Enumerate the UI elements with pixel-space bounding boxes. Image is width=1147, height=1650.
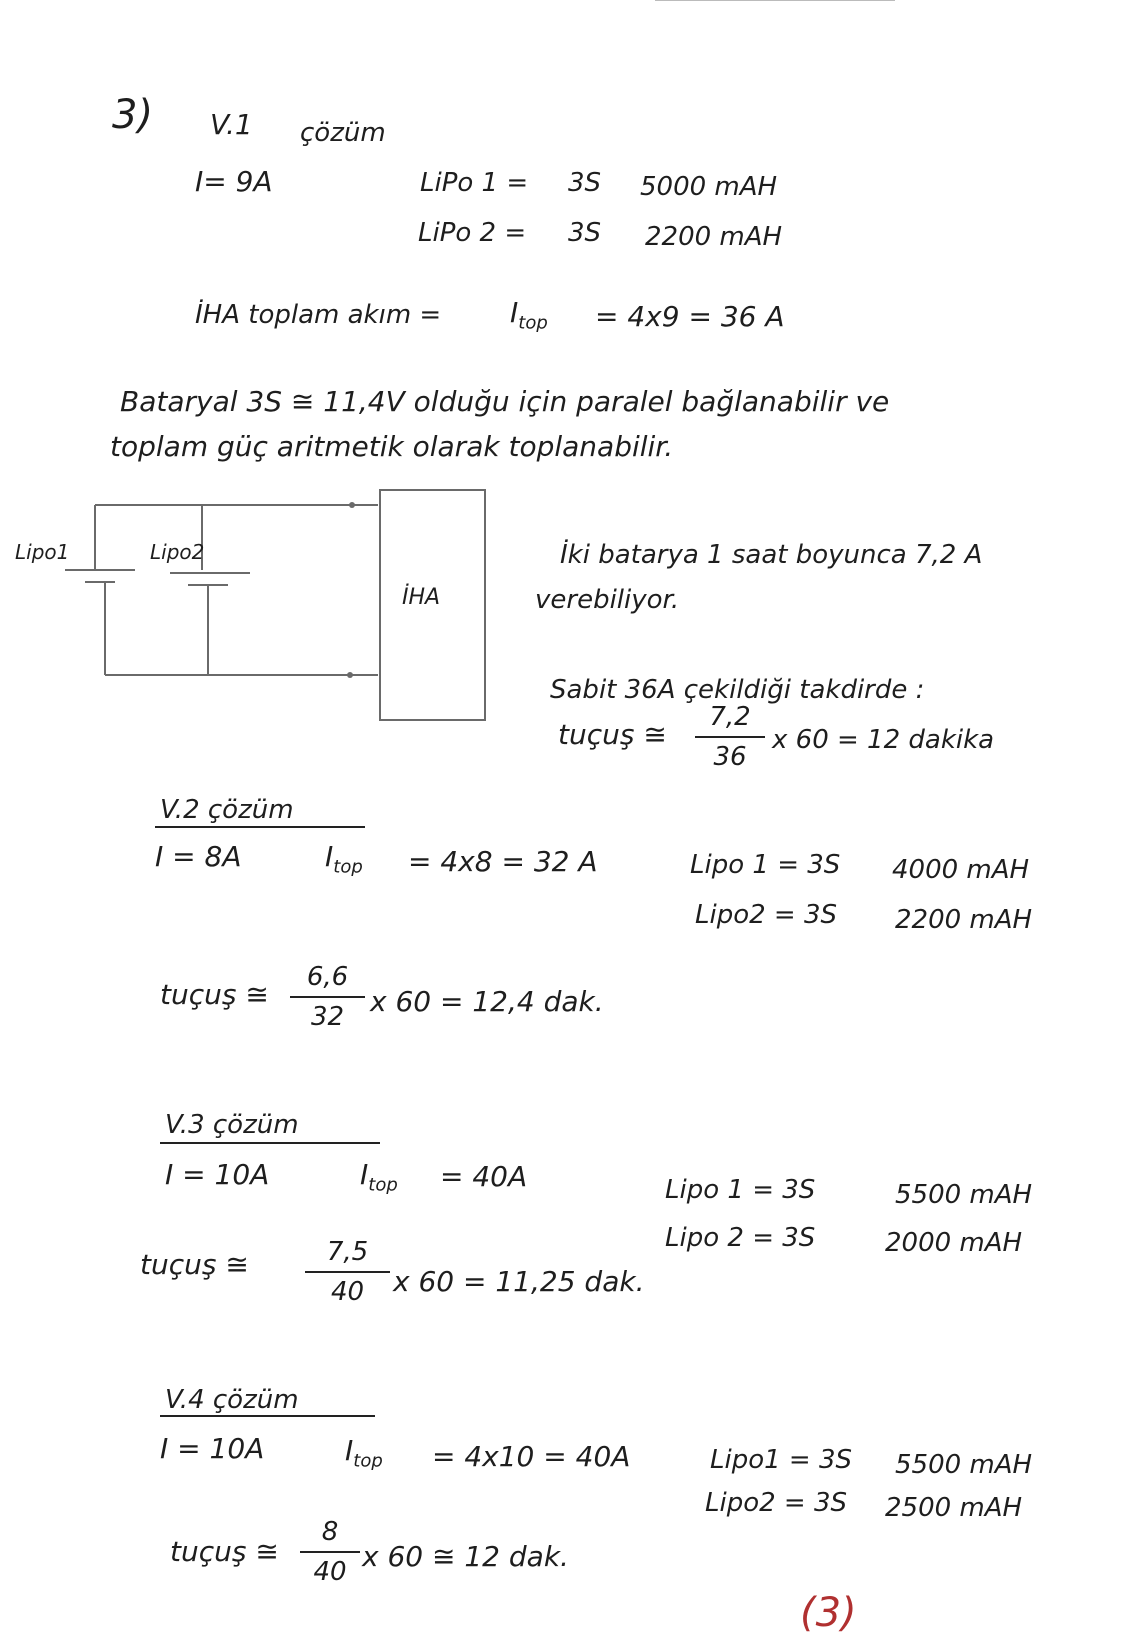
top-terminal-dot — [349, 502, 355, 508]
v2-lipo1-label: Lipo 1 = 3S — [690, 850, 841, 880]
v3-total: = 40A — [440, 1160, 528, 1193]
v1-current: I= 9A — [195, 165, 273, 198]
v2-fraction-bar — [290, 996, 365, 998]
diagram-iha-label: İHA — [402, 585, 441, 610]
v4-current: I = 10A — [160, 1432, 265, 1465]
v2-itop — [325, 840, 363, 878]
v1-lipo1-cells: 3S — [568, 168, 602, 198]
itop-sub: top — [353, 1450, 383, 1472]
v3-current: I = 10A — [165, 1158, 270, 1191]
v3-lipo2-label: Lipo 2 = 3S — [665, 1223, 816, 1253]
v3-title-underline — [160, 1142, 380, 1144]
v1-lipo1-label: LiPo 1 = — [420, 168, 529, 198]
v1-flight-result: x 60 = 12 dakika — [772, 725, 995, 755]
v1-lipo2-label: LiPo 2 = — [418, 218, 527, 248]
itop-symbol: I — [510, 296, 519, 329]
v1-flight-denominator: 36 — [713, 742, 747, 772]
v1-subtitle: çözüm — [300, 118, 386, 148]
v1-title: V.1 — [210, 108, 253, 141]
bottom-terminal-dot — [347, 672, 353, 678]
page-number: (3) — [800, 1590, 857, 1636]
v3-flight-fraction — [305, 1235, 390, 1309]
v1-explanation-line2: verebiliyor. — [535, 585, 680, 615]
itop-symbol: I — [345, 1434, 354, 1467]
v4-title: V.4 çözüm — [165, 1385, 299, 1415]
itop-sub: top — [518, 312, 548, 334]
v1-total-current-label: İHA toplam akım = — [195, 300, 442, 330]
v2-title: V.2 çözüm — [160, 795, 294, 825]
diagram-lipo2-label: Lipo2 — [150, 540, 205, 564]
v2-flight-numerator: 6,6 — [306, 962, 349, 992]
v2-total: = 4x8 = 32 A — [408, 845, 598, 878]
v4-itop — [345, 1434, 383, 1472]
v4-flight-label: tuçuş ≅ — [170, 1535, 279, 1568]
v2-flight-label: tuçuş ≅ — [160, 978, 269, 1011]
v2-current: I = 8A — [155, 840, 242, 873]
itop-symbol: I — [325, 840, 334, 873]
v3-flight-denominator: 40 — [330, 1277, 365, 1307]
itop-symbol: I — [360, 1158, 369, 1191]
v3-lipo2-capacity: 2000 mAH — [885, 1228, 1023, 1258]
v2-flight-result: x 60 = 12,4 dak. — [370, 985, 604, 1018]
v4-total: = 4x10 = 40A — [432, 1440, 631, 1473]
v4-lipo1-label: Lipo1 = 3S — [710, 1445, 853, 1475]
v1-flight-numerator: 7,2 — [709, 702, 751, 732]
v4-flight-numerator: 8 — [321, 1517, 339, 1547]
v3-itop — [360, 1158, 398, 1196]
v3-flight-result: x 60 = 11,25 dak. — [393, 1265, 645, 1298]
v3-flight-numerator: 7,5 — [326, 1237, 369, 1267]
v4-lipo1-capacity: 5500 mAH — [895, 1450, 1033, 1480]
itop-sub: top — [368, 1174, 398, 1196]
v2-lipo2-label: Lipo2 = 3S — [695, 900, 838, 930]
v1-lipo2-cells: 3S — [568, 218, 602, 248]
v1-flight-fraction — [695, 700, 765, 774]
v3-title: V.3 çözüm — [165, 1110, 299, 1140]
v4-fraction-bar — [300, 1551, 360, 1553]
v1-note-line1: Bataryal 3S ≅ 11,4V olduğu için paralel bağlanabilir ve — [120, 385, 890, 418]
v3-fraction-bar — [305, 1271, 390, 1273]
v1-constant-line: Sabit 36A çekildiği takdirde : — [550, 675, 925, 705]
v2-title-underline — [155, 826, 365, 828]
v4-lipo2-capacity: 2500 mAH — [885, 1493, 1023, 1523]
v1-flight-label: tuçuş ≅ — [558, 718, 667, 751]
v4-flight-fraction — [300, 1515, 360, 1589]
v4-title-underline — [160, 1415, 375, 1417]
v1-fraction-bar — [695, 736, 765, 738]
v4-flight-denominator: 40 — [313, 1557, 347, 1587]
problem-number: 3) — [112, 92, 154, 138]
v2-lipo2-capacity: 2200 mAH — [895, 905, 1033, 935]
v2-lipo1-capacity: 4000 mAH — [892, 855, 1030, 885]
v1-lipo2-capacity: 2200 mAH — [645, 222, 783, 252]
v1-lipo1-capacity: 5000 mAH — [640, 172, 778, 202]
v3-flight-label: tuçuş ≅ — [140, 1248, 249, 1281]
v3-lipo1-capacity: 5500 mAH — [895, 1180, 1033, 1210]
v1-explanation-line1: İki batarya 1 saat boyunca 7,2 A — [560, 540, 983, 570]
v1-total-current-formula: = 4x9 = 36 A — [595, 300, 785, 333]
v2-flight-fraction — [290, 960, 365, 1034]
v3-lipo1-label: Lipo 1 = 3S — [665, 1175, 816, 1205]
v4-lipo2-label: Lipo2 = 3S — [705, 1488, 848, 1518]
v4-flight-result: x 60 ≅ 12 dak. — [362, 1540, 569, 1573]
diagram-lipo1-label: Lipo1 — [15, 540, 70, 564]
v2-flight-denominator: 32 — [310, 1002, 345, 1032]
itop-sub: top — [333, 856, 363, 878]
v1-note-line2: toplam güç aritmetik olarak toplanabilir. — [110, 430, 674, 463]
